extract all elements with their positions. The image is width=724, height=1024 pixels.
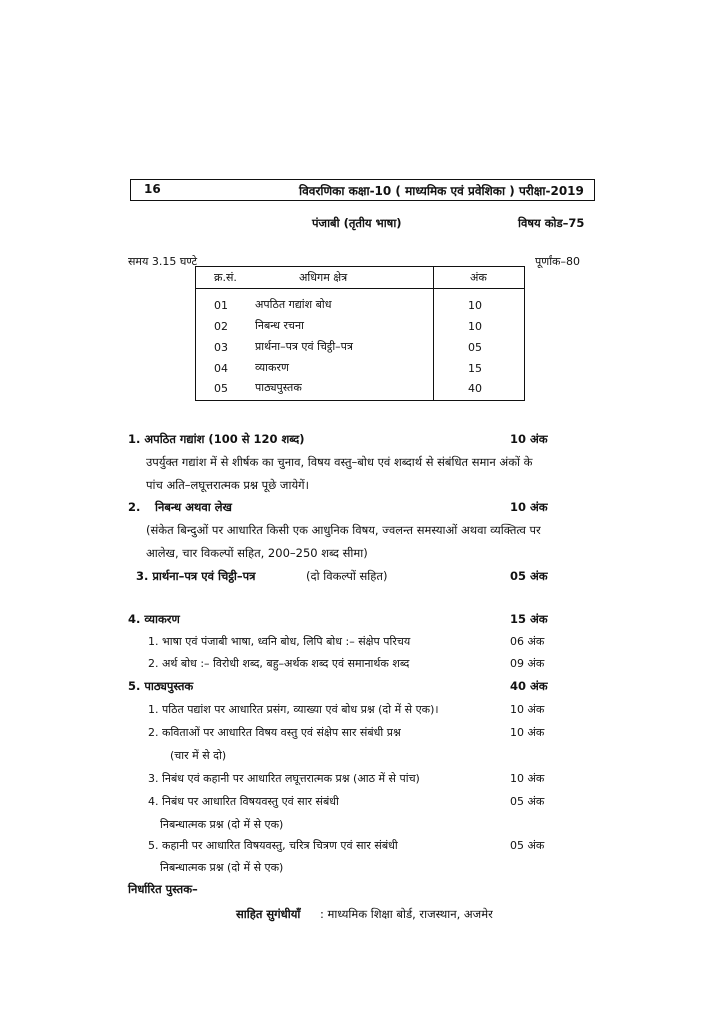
- section-5-item-cont: निबन्धात्मक प्रश्न (दो में से एक): [160, 861, 284, 874]
- section-5-item: 1. पठित पद्यांश पर आधारित प्रसंग, व्याख्या एवं बोध प्रश्न (दो में से एक)।: [148, 703, 439, 716]
- section-3-title: 3. प्रार्थना–पत्र एवं चिट्ठी–पत्र: [136, 569, 256, 583]
- section-1-title: 1. अपठित गद्यांश (100 से 120 शब्द): [128, 432, 305, 446]
- table-row-marks: 10: [468, 299, 482, 312]
- section-5-item: 3. निबंध एवं कहानी पर आधारित लघूत्तरात्मक प्रश्न (आठ में से पांच): [148, 772, 420, 785]
- book-publisher: : माध्यमिक शिक्षा बोर्ड, राजस्थान, अजमेर: [320, 907, 493, 921]
- section-4-item: 1. भाषा एवं पंजाबी भाषा, ध्वनि बोध, लिपि बोध :– संक्षेप परिचय: [148, 635, 411, 648]
- table-row-num: 02: [214, 320, 228, 333]
- table-row-num: 01: [214, 299, 228, 312]
- section-4-item-marks: 06 अंक: [510, 635, 545, 648]
- section-4-item-marks: 09 अंक: [510, 657, 545, 670]
- section-1-desc: उपर्युक्त गद्यांश में से शीर्षक का चुनाव, विषय वस्तु–बोध एवं शब्दार्थ से संबंधित समान अंकों के: [146, 455, 533, 469]
- section-5-item-cont: निबन्धात्मक प्रश्न (दो में से एक): [160, 818, 284, 831]
- section-1-marks: 10 अंक: [510, 432, 548, 446]
- section-4-marks: 15 अंक: [510, 612, 548, 626]
- section-2-desc: आलेख, चार विकल्पों सहित, 200–250 शब्द सीमा): [146, 546, 368, 560]
- page-header: [130, 179, 595, 201]
- table-row-num: 03: [214, 341, 228, 354]
- table-row-area: प्रार्थना–पत्र एवं चिट्ठी–पत्र: [255, 340, 353, 353]
- book-title: साहित सुगंधीयाँ: [236, 907, 301, 921]
- table-row-area: निबन्ध रचना: [255, 319, 304, 332]
- section-3-marks: 05 अंक: [510, 569, 548, 583]
- section-5-item: 2. कविताओं पर आधारित विषय वस्तु एवं संक्षेप सार संबंधी प्रश्न: [148, 726, 401, 739]
- section-5-item-marks: 10 अंक: [510, 703, 545, 716]
- table-row-area: पाठ्यपुस्तक: [255, 381, 302, 394]
- table-row-num: 05: [214, 382, 228, 395]
- section-2-marks: 10 अंक: [510, 500, 548, 514]
- table-header-num: क्र.सं.: [214, 271, 237, 284]
- exam-time: समय 3.15 घण्टे: [128, 255, 198, 268]
- section-5-item-marks: 10 अंक: [510, 772, 545, 785]
- section-5-item-marks: 10 अंक: [510, 726, 545, 739]
- section-5-item: 5. कहानी पर आधारित विषयवस्तु, चरित्र चित्रण एवं सार संबंधी: [148, 839, 398, 852]
- marks-table: [195, 266, 525, 401]
- table-row-marks: 10: [468, 320, 482, 333]
- full-marks: पूर्णांक–80: [535, 255, 580, 268]
- section-4-title: 4. व्याकरण: [128, 612, 180, 626]
- section-5-marks: 40 अंक: [510, 679, 548, 693]
- section-5-title: 5. पाठ्यपुस्तक: [128, 679, 194, 693]
- section-3-note: (दो विकल्पों सहित): [306, 569, 388, 583]
- table-row-area: व्याकरण: [255, 361, 289, 374]
- section-2-title: निबन्ध अथवा लेख: [155, 500, 232, 514]
- section-5-item-cont: (चार में से दो): [170, 749, 227, 762]
- section-5-item: 4. निबंध पर आधारित विषयवस्तु एवं सार संबंधी: [148, 795, 339, 808]
- books-heading: निर्धारित पुस्तक–: [128, 882, 198, 896]
- header-title: विवरणिका कक्षा-10 ( माध्यमिक एवं प्रवेशिका ) परीक्षा-2019: [299, 184, 584, 198]
- section-1-desc: पांच अति–लघूत्तरात्मक प्रश्न पूछे जायेगें।: [146, 478, 309, 492]
- table-row-marks: 05: [468, 341, 482, 354]
- table-row-marks: 40: [468, 382, 482, 395]
- section-5-item-marks: 05 अंक: [510, 839, 545, 852]
- page-number: 16: [144, 182, 161, 196]
- section-2-desc: (संकेत बिन्दुओं पर आधारित किसी एक आधुनिक विषय, ज्वलन्त समस्याओं अथवा व्यक्तित्व पर: [146, 523, 541, 537]
- subject-name: पंजाबी (तृतीय भाषा): [312, 216, 402, 230]
- subject-code: विषय कोड–75: [518, 216, 585, 230]
- section-5-item-marks: 05 अंक: [510, 795, 545, 808]
- table-row-num: 04: [214, 362, 228, 375]
- section-4-item: 2. अर्थ बोध :– विरोधी शब्द, बहु–अर्थक शब्द एवं समानार्थक शब्द: [148, 657, 410, 670]
- table-row-marks: 15: [468, 362, 482, 375]
- section-2-number: 2.: [128, 500, 141, 514]
- table-header-area: अधिगम क्षेत्र: [299, 271, 348, 284]
- table-header-marks: अंक: [470, 271, 487, 284]
- table-row-area: अपठित गद्यांश बोध: [255, 298, 332, 311]
